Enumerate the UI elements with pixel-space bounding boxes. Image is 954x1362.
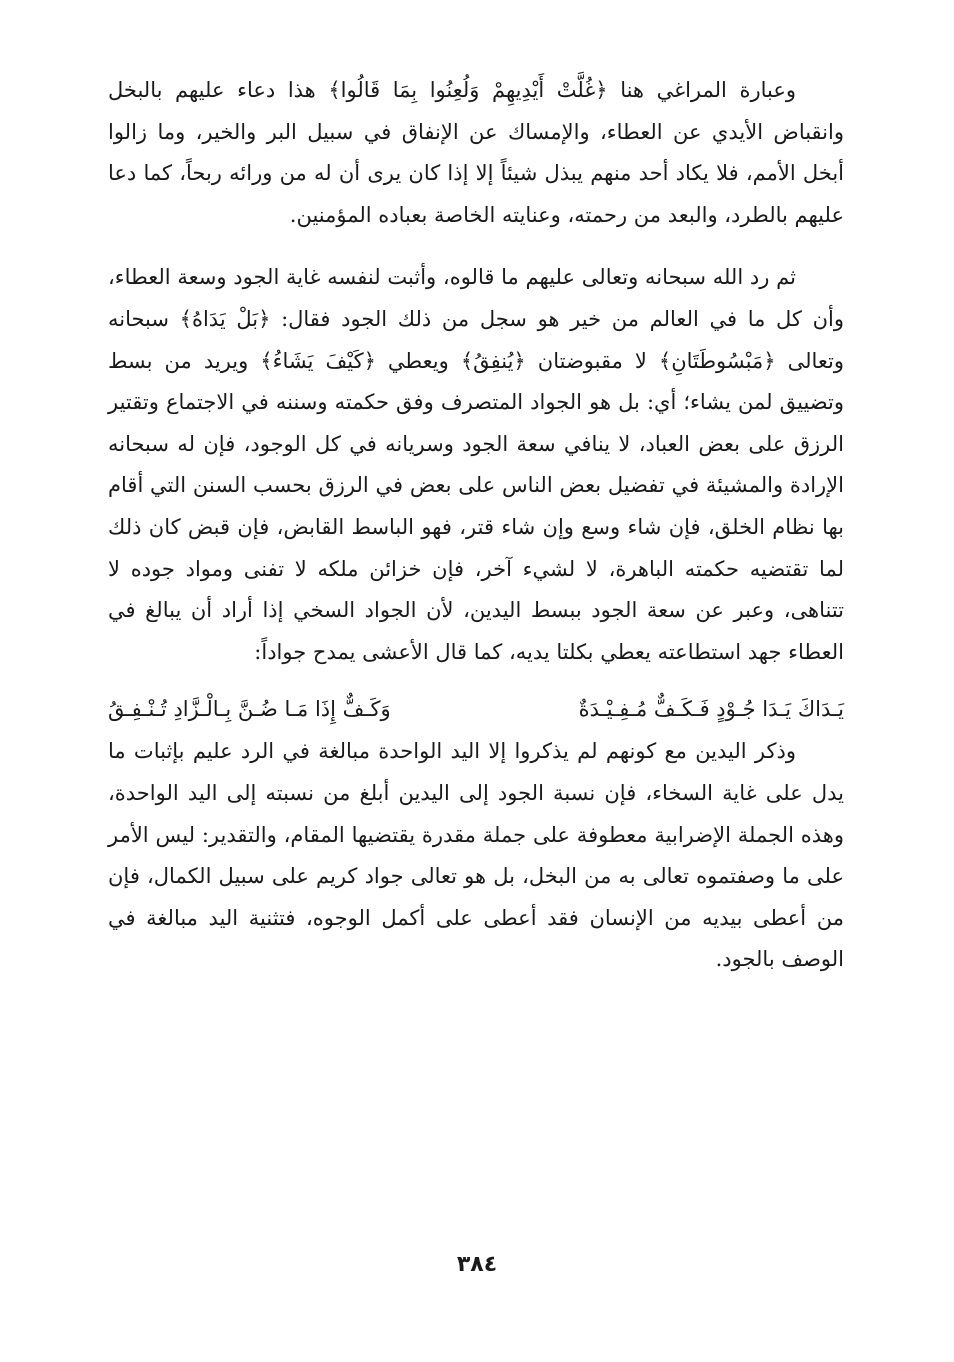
verse-first-hemistich: يَـدَاكَ يَـدَا جُـوْدٍ فَـكَـفٌّ مُـفِـيْـدَةٌ <box>578 697 844 722</box>
verse-second-hemistich: وَكَـفٌّ إِذَا مَـا ضُـنَّ بِـالْـزَّادِ تُـنْـفِـقُ <box>108 697 391 722</box>
paragraph-maraghi-commentary: وعبارة المراغي هنا ﴿غُلَّتْ أَيْدِيهِمْ وَلُعِنُوا بِمَا قَالُوا﴾ هذا دعاء عليهم بالبخل وانقباض الأيدي عن العطاء، والإمساك عن الإنفاق في سبيل البر والخير، وما زالوا أبخل الأمم، فلا يكاد أحد منهم يبذل شيئاً إلا إذا كان يرى أن له من ورائه ربحاً، كما دعا عليهم بالطرد، والبعد من رحمته، وعنايته الخاصة بعباده المؤمنين. <box>108 78 844 227</box>
paragraph-two-hands-explanation: وذكر اليدين مع كونهم لم يذكروا إلا اليد الواحدة مبالغة في الرد عليم بإثبات ما يدل على غاية السخاء، فإن نسبة الجود إلى اليدين أبلغ من نسبته إلى اليد الواحدة، وهذه الجملة الإضرابية معطوفة على جملة مقدرة يقتضيها المقام، والتقدير: ليس الأمر على ما وصفتموه تعالى به من البخل، بل هو تعالى جواد كريم على سبيل الكمال، فإن من أعطى بيديه من الإنسان فقد أعطى على أكمل الوجوه، فتثنية اليد مبالغة في الوصف بالجود. <box>108 739 844 972</box>
page-body <box>108 70 844 981</box>
poetry-verse <box>108 689 844 729</box>
paragraph-divine-generosity: ثم رد الله سبحانه وتعالى عليهم ما قالوه، وأثبت لنفسه غاية الجود وسعة العطاء، وأن كل ما في العالم من خير هو سجل من ذلك الجود فقال: ﴿بَلْ يَدَاهُ﴾ سبحانه وتعالى ﴿مَبْسُوطَتَانِ﴾ لا مقبوضتان ﴿يُنفِقُ﴾ ويعطي ﴿كَيْفَ يَشَاءُ﴾ ويريد من بسط وتضييق لمن يشاء؛ أي: بل هو الجواد المتصرف وفق حكمته وسننه في الاجتماع وتقتير الرزق على بعض العباد، لا ينافي سعة الجود وسريانه في كل الوجود، فإن له سبحانه الإرادة والمشيئة في تفضيل بعض الناس على بعض في الرزق بحسب السنن التي أقام بها نظام الخلق، فإن شاء وسع وإن شاء قتر، فهو الباسط القابض، فإن قبض كان ذلك لما تقتضيه حكمته الباهرة، لا لشيء آخر، فإن خزائن ملكه لا تفنى ومواد جوده لا تتناهى، وعبر عن سعة الجود ببسط اليدين، لأن الجواد السخي إذا أراد أن يبالغ في العطاء جهد استطاعته يعطي بكلتا يديه، كما قال الأعشى يمدح جواداً: <box>108 265 844 664</box>
page-number: ٣٨٤ <box>456 1252 498 1277</box>
